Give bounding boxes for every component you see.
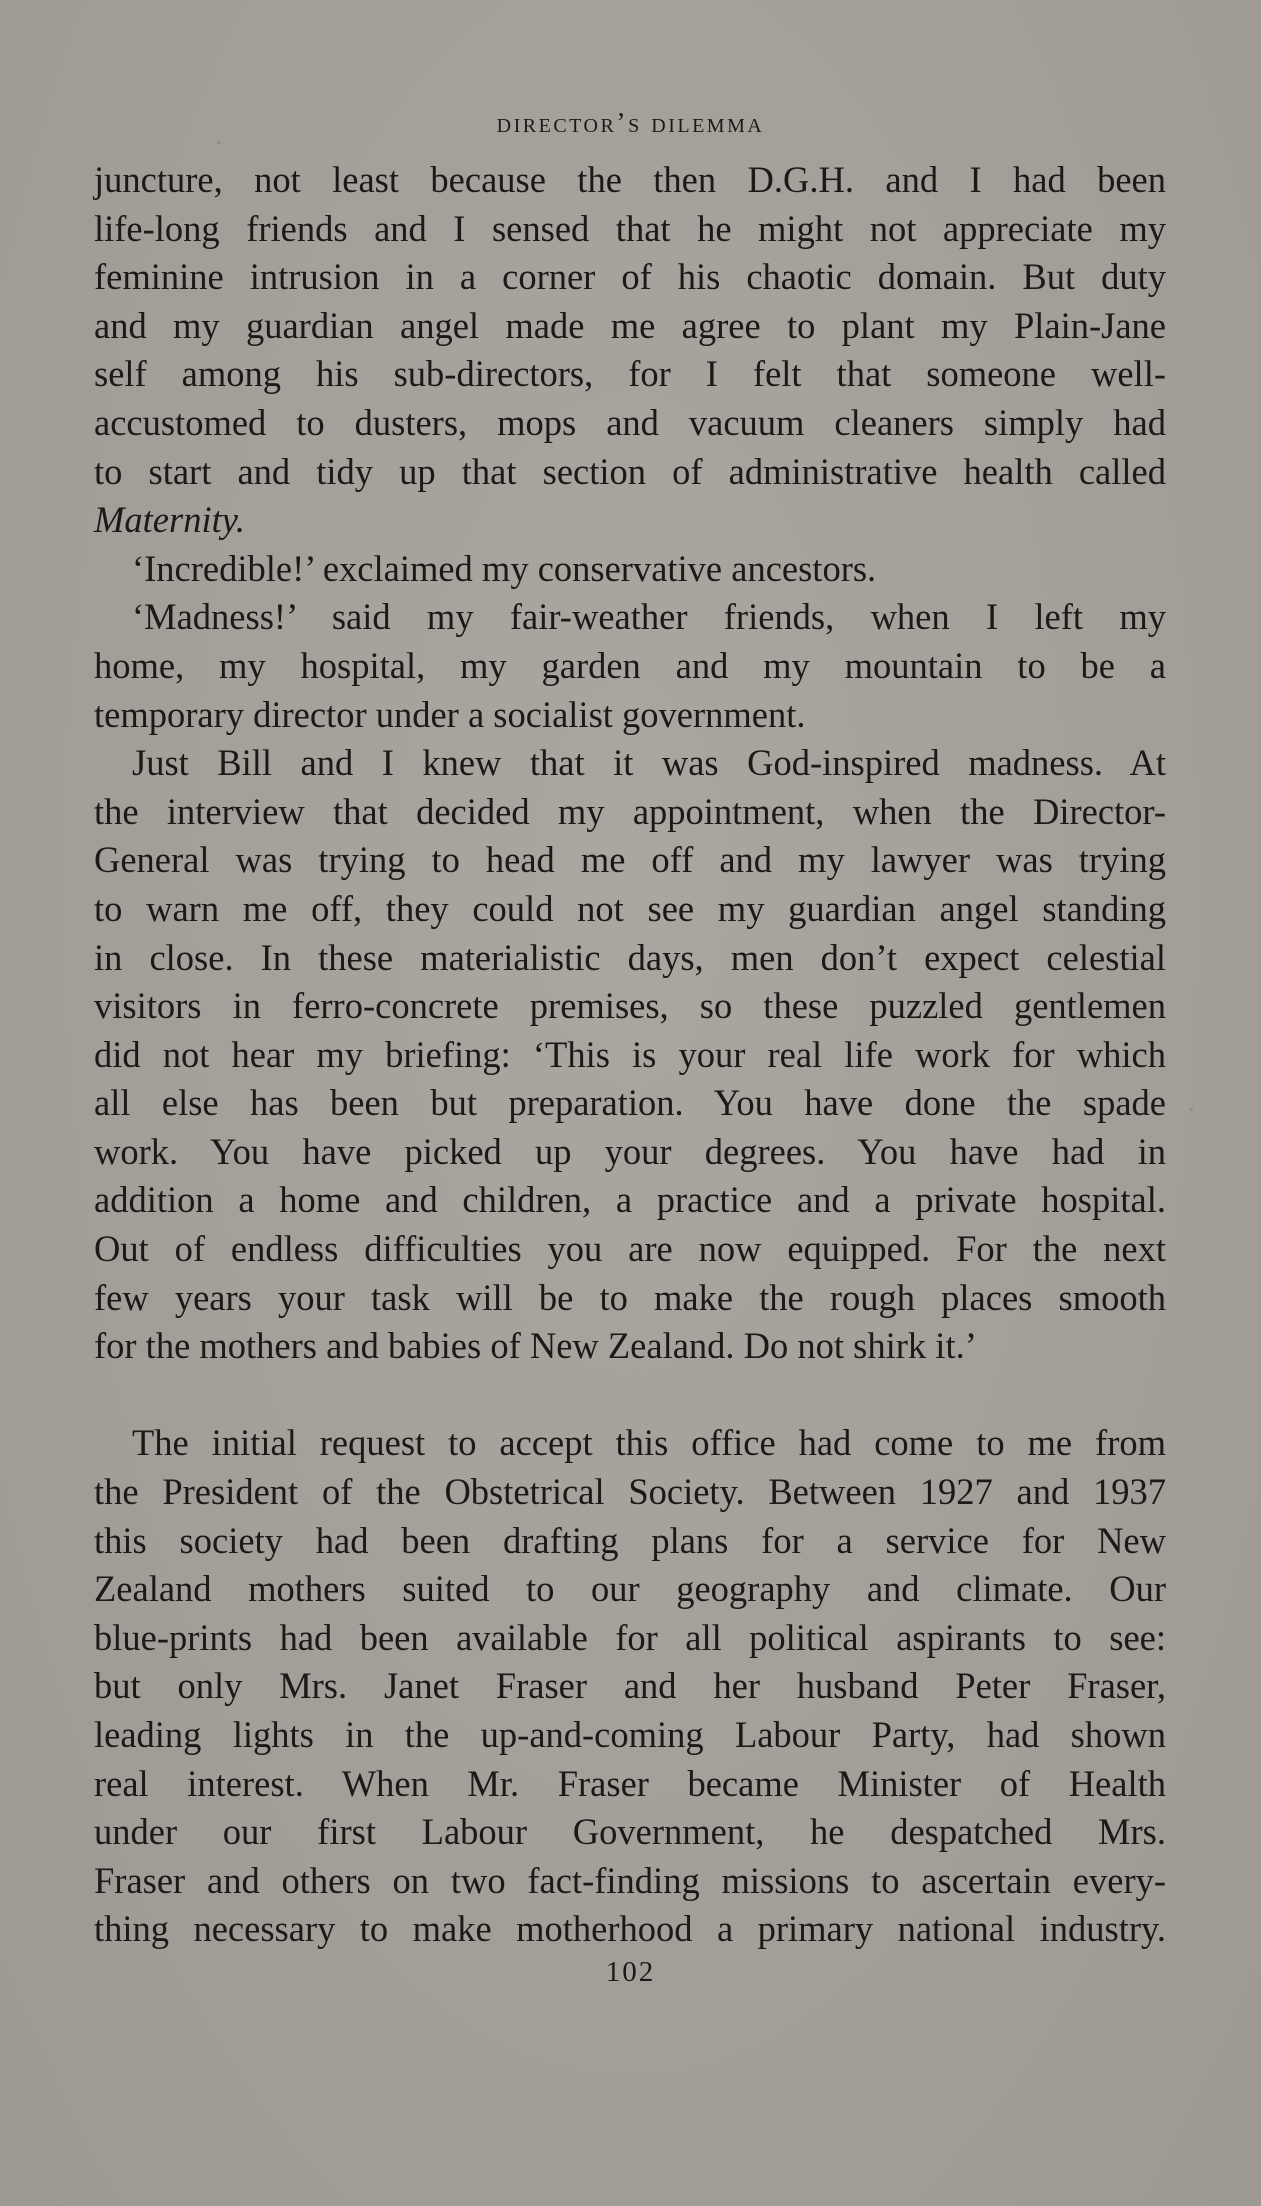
text-line: did not hear my briefing: ‘This is your real life work for which (94, 1033, 1166, 1075)
text-line: addition a home and children, a practice and a private hospital. (94, 1179, 1166, 1221)
text-line: the interview that decided my appointment, when the Director- (94, 790, 1166, 832)
text-line: Zealand mothers suited to our geography and climate. Our (94, 1568, 1166, 1610)
text-line: Maternity. (94, 499, 246, 541)
text-line: for the mothers and babies of New Zealand. Do not shirk it.’ (94, 1325, 977, 1367)
paragraph-gap (94, 1371, 1166, 1420)
text-line: in close. In these materialistic days, men don’t expect celestial (94, 936, 1166, 978)
text-line: home, my hospital, my garden and my mountain to be a (94, 644, 1166, 686)
text-line: life-long friends and I sensed that he might not appreciate my (94, 207, 1166, 249)
text-line: blue-prints had been available for all political aspirants to see: (94, 1616, 1166, 1658)
text-line: and my guardian angel made me agree to plant my Plain-Jane (94, 304, 1166, 346)
text-line: but only Mrs. Janet Fraser and her husband Peter Fraser, (94, 1665, 1166, 1707)
body-text (94, 156, 1166, 1954)
text-line: accustomed to dusters, mops and vacuum cleaners simply had (94, 401, 1166, 443)
text-line: to warn me off, they could not see my guardian angel standing (94, 887, 1166, 929)
text-line: Fraser and others on two fact-finding missions to ascertain every- (94, 1859, 1166, 1901)
running-head: director’s dilemma (496, 108, 765, 139)
text-line: this society had been drafting plans for a service for New (94, 1519, 1166, 1561)
text-line: Out of endless difficulties you are now equipped. For the next (94, 1228, 1166, 1270)
text-line: self among his sub-directors, for I felt that someone well- (94, 353, 1166, 395)
text-line: leading lights in the up-and-coming Labour Party, had shown (94, 1714, 1166, 1755)
text-line: temporary director under a socialist government. (94, 693, 806, 735)
text-line: all else has been but preparation. You have done the spade (94, 1082, 1166, 1124)
text-line: thing necessary to make motherhood a primary national industry. (94, 1908, 1166, 1950)
text-line: work. You have picked up your degrees. You have had in (94, 1130, 1166, 1172)
paper-speck (217, 141, 220, 144)
text-line: General was trying to head me off and my lawyer was trying (94, 839, 1166, 881)
text-line: ‘Incredible!’ exclaimed my conservative ancestors. (132, 547, 877, 589)
text-line: under our first Labour Government, he despatched Mrs. (94, 1811, 1166, 1853)
paper-speck (1190, 1108, 1193, 1111)
text-line: to start and tidy up that section of administrative health called (94, 450, 1166, 492)
text-line: juncture, not least because the then D.G.H. and I had been (94, 159, 1166, 200)
text-line: ‘Madness!’ said my fair-weather friends, when I left my (132, 596, 1166, 638)
text-line: feminine intrusion in a corner of his chaotic domain. But duty (94, 256, 1166, 298)
text-line: The initial request to accept this office had come to me from (132, 1422, 1166, 1464)
page-number: 102 (605, 1956, 656, 1988)
text-line: real interest. When Mr. Fraser became Minister of Health (94, 1762, 1166, 1804)
text-line: Just Bill and I knew that it was God-inspired madness. At (132, 742, 1166, 784)
text-line: few years your task will be to make the rough places smooth (94, 1276, 1166, 1318)
text-line: the President of the Obstetrical Society. Between 1927 and 1937 (94, 1471, 1166, 1513)
text-line: visitors in ferro-concrete premises, so these puzzled gentlemen (94, 985, 1166, 1027)
